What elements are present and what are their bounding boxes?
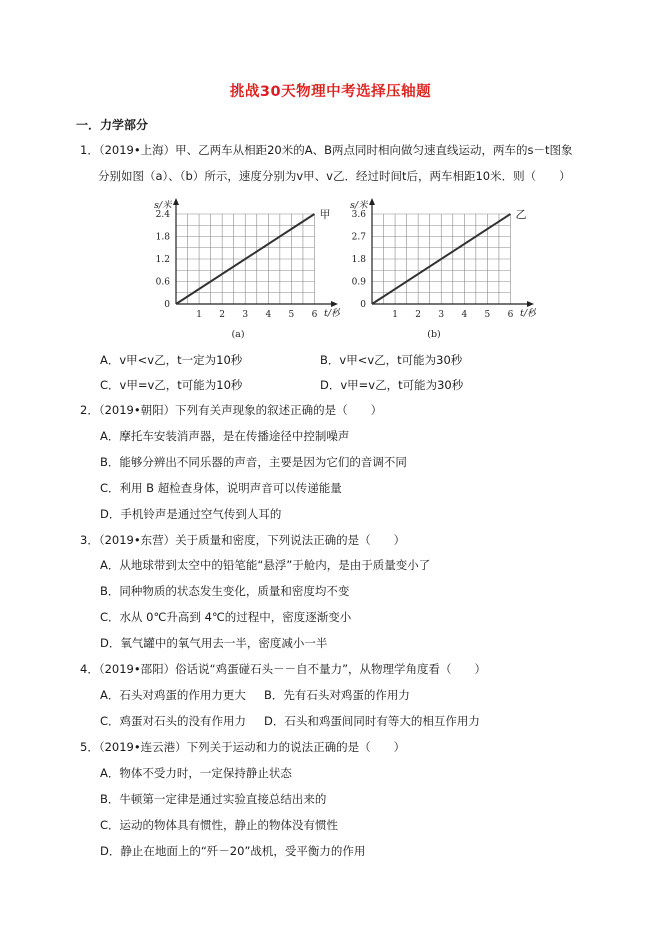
q3-stem: 3．（2019•东营）关于质量和密度，下列说法正确的是（ ） — [80, 533, 406, 547]
y-tick-label: 0.9 — [351, 277, 366, 288]
y-tick-label: 1.8 — [351, 255, 366, 265]
x-tick-label: 6 — [311, 310, 318, 320]
q5-option-d[interactable]: D．静止在地面上的“歼－20”战机，受平衡力的作用 — [100, 844, 366, 858]
section-heading: 一．力学部分 — [76, 118, 149, 132]
q1-stem-line1: 1．（2019•上海）甲、乙两车从相距20米的A、B两点同时相向做匀速直线运动，两车的s－t图象 — [80, 143, 573, 157]
y-tick-label: 2.4 — [155, 210, 170, 220]
q5-stem: 5．（2019•连云港）下列关于运动和力的说法正确的是（ ） — [80, 740, 406, 754]
q4-option-b[interactable]: B．先有石头对鸡蛋的作用力 — [264, 688, 410, 702]
y-axis-label: s/米 — [350, 200, 368, 211]
x-tick-label: 1 — [196, 310, 202, 320]
x-tick-label: 2 — [219, 310, 226, 320]
x-tick-label: 3 — [438, 310, 445, 320]
page-title: 挑战30天物理中考选择压轴题 — [229, 84, 432, 100]
x-tick-label: 5 — [288, 310, 295, 320]
q4-option-c[interactable]: C．鸡蛋对石头的没有作用力 — [100, 714, 247, 728]
y-axis-arrow — [369, 198, 375, 205]
q2-option-a[interactable]: A．摩托车安装消声器，是在传播途径中控制噪声 — [100, 429, 350, 443]
q5-option-c[interactable]: C．运动的物体具有惯性，静止的物体没有惯性 — [100, 818, 339, 832]
x-tick-label: 1 — [392, 310, 398, 320]
x-axis-arrow — [527, 301, 534, 307]
y-tick-label: 0 — [164, 300, 170, 310]
y-tick-label: 1.8 — [155, 232, 170, 243]
y-tick-label: 0 — [360, 300, 366, 310]
x-tick-label: 5 — [484, 310, 491, 320]
q2-option-b[interactable]: B．能够分辨出不同乐器的声音，主要是因为它们的音调不同 — [100, 455, 407, 469]
y-tick-label: 1.2 — [155, 255, 170, 265]
q2-stem: 2．（2019•朝阳）下列有关声现象的叙述正确的是（ ） — [80, 403, 383, 417]
x-tick-label: 2 — [415, 310, 422, 320]
x-axis-label: t/秒 — [324, 308, 340, 319]
q3-option-b[interactable]: B．同种物质的状态发生变化，质量和密度均不变 — [100, 584, 350, 598]
y-axis-arrow — [173, 198, 179, 205]
x-tick-label: 3 — [242, 310, 249, 320]
q4-option-d[interactable]: D．石头和鸡蛋间同时有等大的相互作用力 — [264, 714, 480, 728]
q1-option-c[interactable]: C．v甲=v乙，t可能为10秒 — [100, 378, 243, 392]
q1-stem-line2: 分别如图（a）、（b）所示，速度分别为v甲、v乙．经过时间t后，两车相距10米．则（ ） — [98, 169, 571, 183]
q4-option-a[interactable]: A．石头对鸡蛋的作用力更大 — [100, 688, 246, 702]
q5-option-a[interactable]: A．物体不受力时，一定保持静止状态 — [100, 766, 292, 780]
y-tick-label: 2.7 — [351, 232, 366, 243]
y-tick-label: 0.6 — [155, 277, 170, 288]
q2-option-d[interactable]: D．手机铃声是通过空气传到人耳的 — [100, 507, 282, 521]
q3-option-c[interactable]: C．水从 0℃升高到 4℃的过程中，密度逐渐变小 — [100, 610, 352, 624]
q1-option-d[interactable]: D．v甲=v乙，t可能为30秒 — [320, 378, 464, 392]
chart-a-svg — [140, 190, 340, 350]
chart-b — [336, 190, 536, 354]
chart-a — [140, 190, 340, 354]
q1-option-b[interactable]: B．v甲<v乙，t可能为30秒 — [320, 353, 463, 367]
x-tick-label: 6 — [507, 310, 514, 320]
series-label: 甲 — [319, 208, 331, 221]
chart-b-svg — [336, 190, 536, 350]
series-label: 乙 — [515, 208, 527, 221]
q1-option-a[interactable]: A．v甲<v乙，t一定为10秒 — [100, 353, 243, 367]
q3-option-a[interactable]: A．从地球带到太空中的铅笔能“悬浮”于舱内，是由于质量变小了 — [100, 558, 431, 572]
x-tick-label: 4 — [265, 310, 272, 320]
x-axis-label: t/秒 — [520, 308, 536, 319]
y-tick-label: 3.6 — [351, 210, 366, 220]
chart-caption: (a) — [231, 329, 245, 340]
q5-option-b[interactable]: B．牛顿第一定律是通过实验直接总结出来的 — [100, 792, 327, 806]
x-tick-label: 4 — [461, 310, 468, 320]
q4-stem: 4．（2019•邵阳）俗话说“鸡蛋碰石头－－自不量力”，从物理学角度看（ ） — [80, 662, 487, 676]
q3-option-d[interactable]: D．氧气罐中的氧气用去一半，密度减小一半 — [100, 636, 328, 650]
q2-option-c[interactable]: C．利用 B 超检查身体，说明声音可以传递能量 — [100, 481, 342, 495]
chart-caption: (b) — [427, 329, 441, 340]
y-axis-label: s/米 — [154, 200, 172, 211]
